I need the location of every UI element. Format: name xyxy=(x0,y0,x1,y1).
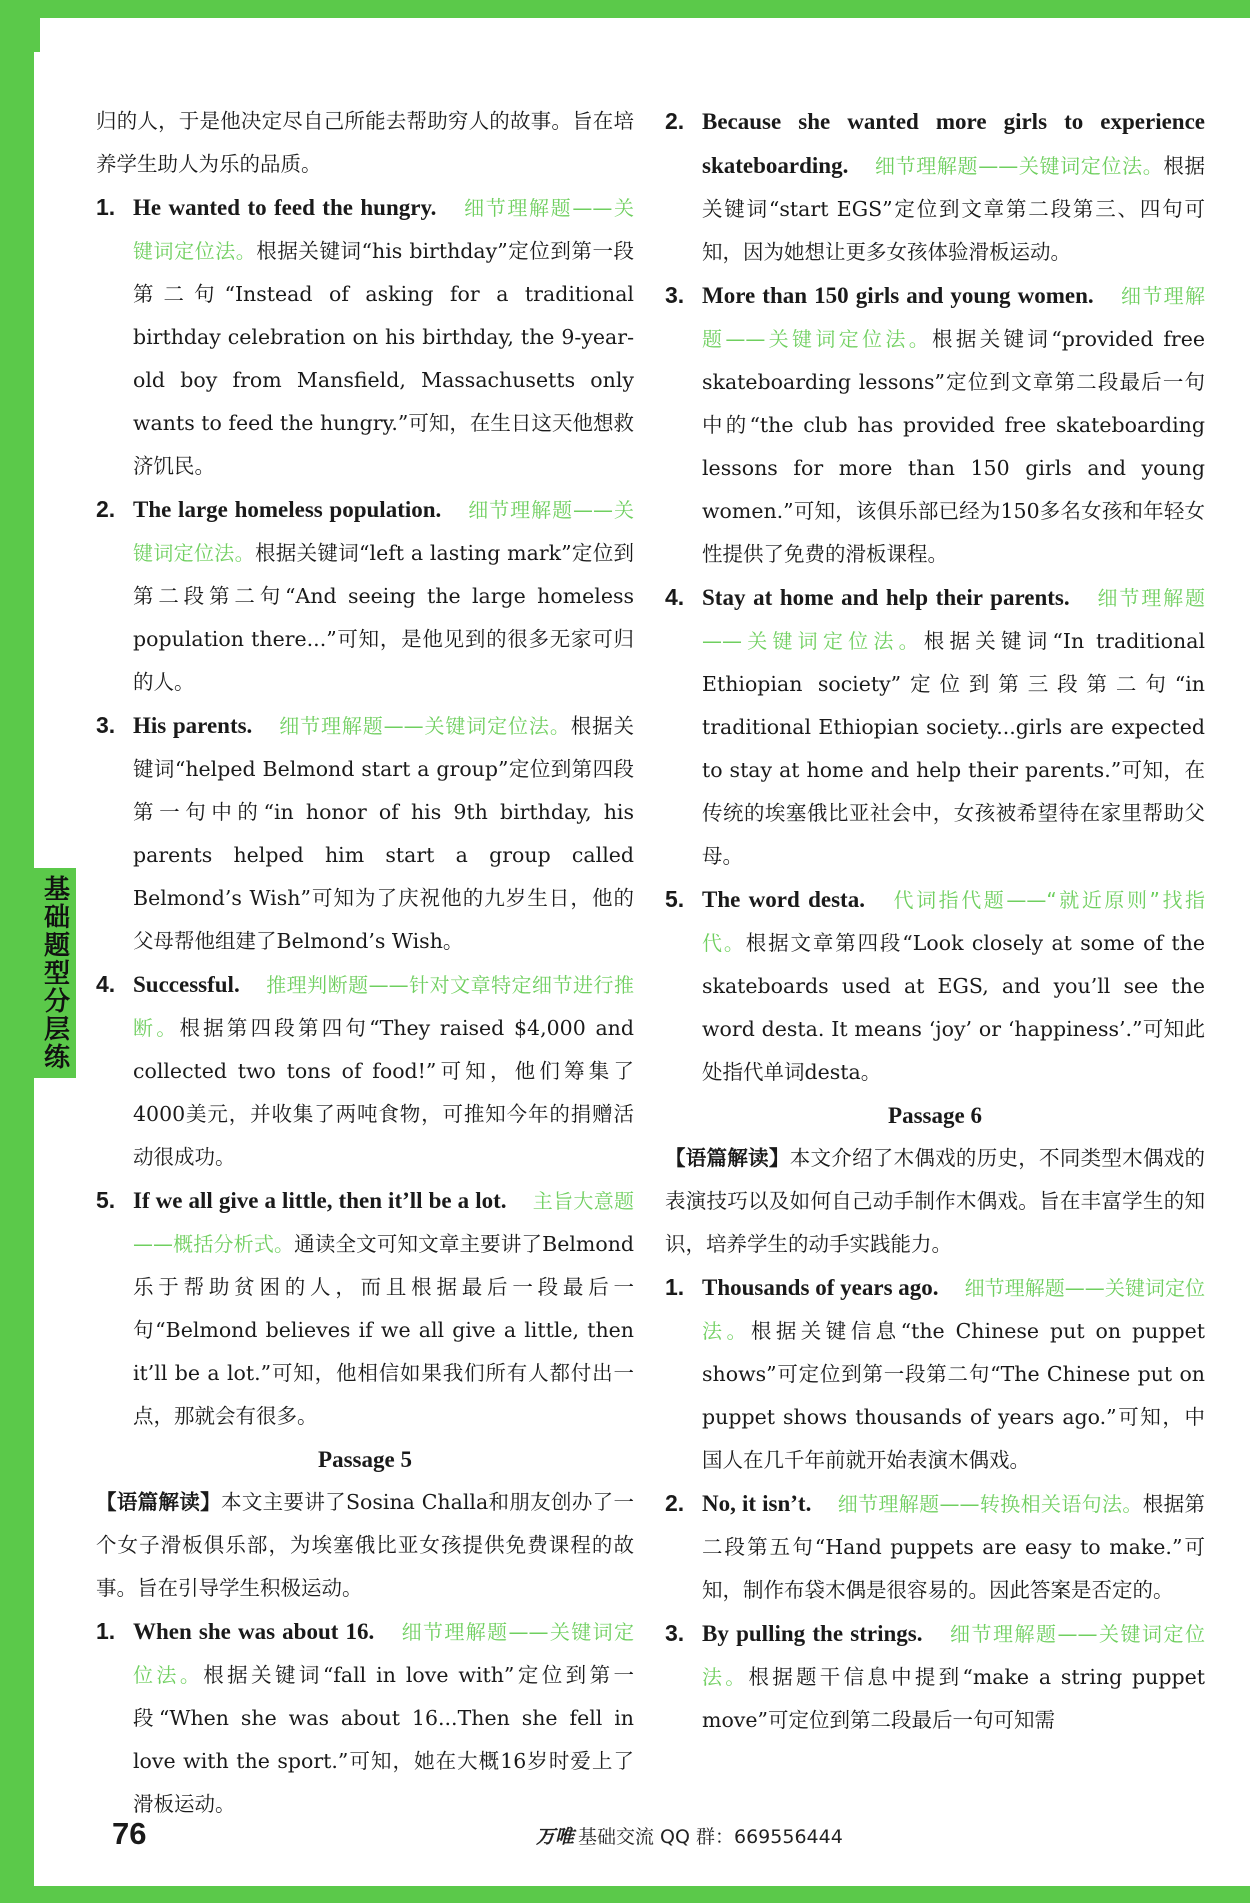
answer-item xyxy=(665,1482,1205,1612)
footer-info xyxy=(536,1822,843,1849)
answer-item xyxy=(665,1612,1205,1742)
explanation: 根据关键词“helped Belmond start a group”定位到第四段第一句中的“in honor of his 9th birthday, his parents helped him start a group called Belmond’s Wish”可知为了庆祝他的九岁生日，他的父母帮他组建了Belmond’s Wish。 xyxy=(133,714,634,953)
answer-text: The word desta. xyxy=(702,887,865,912)
answer-item xyxy=(96,1179,634,1438)
item-number: 1. xyxy=(96,194,116,220)
answer-item xyxy=(665,100,1205,274)
item-number: 4. xyxy=(665,584,685,610)
item-number: 1. xyxy=(96,1618,116,1644)
answer-text: More than 150 girls and young women. xyxy=(702,283,1094,308)
item-number: 1. xyxy=(665,1274,685,1300)
explanation: 根据第四段第四句“They raised $4,000 and collected two tons of food!”可知，他们筹集了4000美元，并收集了两吨食物，可推知今年的捐赠活动很成功。 xyxy=(133,1016,635,1169)
intro-label: 【语篇解读】 xyxy=(96,1490,221,1514)
passage-title: Passage 5 xyxy=(318,1447,412,1472)
item-number: 3. xyxy=(665,282,685,308)
item-number: 5. xyxy=(665,886,685,912)
answer-item xyxy=(96,1610,634,1826)
item-number: 3. xyxy=(665,1620,685,1646)
explanation: 通读全文可知文章主要讲了Belmond乐于帮助贫困的人，而且根据最后一段最后一句“Belmond believes if we all give a little, then it’ll be a lot.”可知，他相信如果我们所有人都付出一点，那就会有很多。 xyxy=(133,1232,635,1428)
question-type: 细节理解题——关键词定位法。 xyxy=(702,284,1206,351)
answer-text: Successful. xyxy=(133,972,240,997)
answer-item xyxy=(665,1266,1205,1482)
question-type: 细节理解题——关键词定位法。 xyxy=(702,1276,1206,1343)
brand-logo: 万唯 xyxy=(536,1826,575,1848)
answer-item xyxy=(96,488,634,704)
answer-text: If we all give a little, then it’ll be a lot. xyxy=(133,1188,507,1213)
answer-text: Thousands of years ago. xyxy=(702,1275,939,1300)
left-border xyxy=(0,0,34,1903)
intro-text: 本文主要讲了Sosina Challa和朋友创办了一个女子滑板俱乐部，为埃塞俄比亚女孩提供免费课程的故事。旨在引导学生积极运动。 xyxy=(96,1490,634,1600)
explanation: 根据关键词“In traditional Ethiopian society”定位到第三段第二句“in traditional Ethiopian society...girls are expected to stay at home and help their parents.”可知，在传统的埃塞俄比亚社会中，女孩被希望待在家里帮助父母。 xyxy=(702,629,1205,868)
side-tab-label: 基础题型分层练 xyxy=(39,875,70,1071)
answer-text: The large homeless population. xyxy=(133,497,442,522)
answer-item xyxy=(665,878,1205,1094)
passage-intro xyxy=(96,1481,634,1610)
left-column xyxy=(96,100,634,1826)
answer-text: His parents. xyxy=(133,713,253,738)
footer-text: 基础交流 QQ 群：669556444 xyxy=(578,1826,843,1848)
answer-item xyxy=(96,704,634,963)
question-type: 细节理解题——转换相关语句法。 xyxy=(837,1492,1143,1516)
answer-item xyxy=(665,576,1205,878)
item-number: 3. xyxy=(96,712,116,738)
answer-text: He wanted to feed the hungry. xyxy=(133,195,437,220)
answer-item xyxy=(96,963,634,1179)
question-type: 推理判断题——针对文章特定细节进行推断。 xyxy=(133,973,634,1040)
intro-text: 本文介绍了木偶戏的历史，不同类型木偶戏的表演技巧以及如何自己动手制作木偶戏。旨在丰富学生的知识，培养学生的动手实践能力。 xyxy=(665,1146,1206,1256)
item-number: 4. xyxy=(96,971,116,997)
top-border-inner xyxy=(40,18,1250,54)
answer-text: When she was about 16. xyxy=(133,1619,375,1644)
answer-text: Stay at home and help their parents. xyxy=(702,585,1070,610)
question-type: 代词指代题——“就近原则”找指代。 xyxy=(702,888,1206,955)
passage-title: Passage 6 xyxy=(888,1103,982,1128)
question-type: 细节理解题——关键词定位法。 xyxy=(278,714,571,738)
answer-text: Because she wanted more girls to experience skateboarding. xyxy=(702,109,1205,178)
explanation: 根据关键信息“the Chinese put on puppet shows”可定位到第一段第二句“The Chinese put on puppet shows thousands of years ago.”可知，中国人在几千年前就开始表演木偶戏。 xyxy=(702,1319,1205,1472)
question-type: 主旨大意题——概括分析式。 xyxy=(133,1189,635,1256)
question-type: 细节理解题——关键词定位法。 xyxy=(874,154,1164,178)
page-number: 76 xyxy=(112,1816,147,1851)
answer-text: By pulling the strings. xyxy=(702,1621,923,1646)
question-type: 细节理解题——关键词定位法。 xyxy=(133,498,635,565)
bottom-border-inner xyxy=(34,1878,1250,1886)
answer-item xyxy=(665,274,1205,576)
answer-text: No, it isn’t. xyxy=(702,1491,812,1516)
explanation: 根据第二段第五句“Hand puppets are easy to make.”可知，制作布袋木偶是很容易的。因此答案是否定的。 xyxy=(702,1492,1206,1602)
intro-continuation: 归的人，于是他决定尽自己所能去帮助穷人的故事。旨在培养学生助人为乐的品质。 xyxy=(96,109,634,176)
explanation: 根据题干信息中提到“make a string puppet move”可定位到第二段最后一句可知需 xyxy=(702,1665,1205,1732)
question-type: 细节理解题——关键词定位法。 xyxy=(133,1620,635,1687)
question-type: 细节理解题——关键词定位法。 xyxy=(702,586,1206,653)
item-number: 2. xyxy=(96,496,116,522)
explanation: 根据关键词“start EGS”定位到文章第二段第三、四句可知，因为她想让更多女孩体验滑板运动。 xyxy=(702,154,1206,264)
explanation: 根据关键词“his birthday”定位到第一段第二句“Instead of asking for a traditional birthday celebration on his birthday, the 9-year-old boy from Mansfield, Massachusetts only wants to feed the hungry.”可知，在生日这天他想救济饥民。 xyxy=(133,239,634,478)
item-number: 2. xyxy=(665,1490,685,1516)
passage-intro xyxy=(665,1137,1205,1266)
question-type: 细节理解题——关键词定位法。 xyxy=(133,196,634,263)
explanation: 根据关键词“fall in love with”定位到第一段“When she was about 16...Then she fell in love with the sport.”可知，她在大概16岁时爱上了滑板运动。 xyxy=(133,1663,634,1816)
section-side-tab xyxy=(34,868,76,1078)
answer-item xyxy=(96,186,634,488)
explanation: 根据文章第四段“Look closely at some of the skateboards used at EGS, and you’ll see the word desta. It means ‘joy’ or ‘happiness’.”可知此处指代单词desta。 xyxy=(702,931,1205,1084)
explanation: 根据关键词“left a lasting mark”定位到第二段第二句“And seeing the large homeless population there...”可知，是他见到的很多无家可归的人。 xyxy=(133,541,635,694)
item-number: 5. xyxy=(96,1187,116,1213)
item-number: 2. xyxy=(665,108,685,134)
explanation: 根据关键词“provided free skateboarding lessons”定位到文章第二段最后一句中的“the club has provided free skateboarding lessons for more than 150 girls and young women.”可知，该俱乐部已经为150多名女孩和年轻女性提供了免费的滑板课程。 xyxy=(702,327,1205,566)
right-column xyxy=(665,100,1205,1742)
question-type: 细节理解题——关键词定位法。 xyxy=(702,1622,1205,1689)
intro-label: 【语篇解读】 xyxy=(665,1146,790,1170)
